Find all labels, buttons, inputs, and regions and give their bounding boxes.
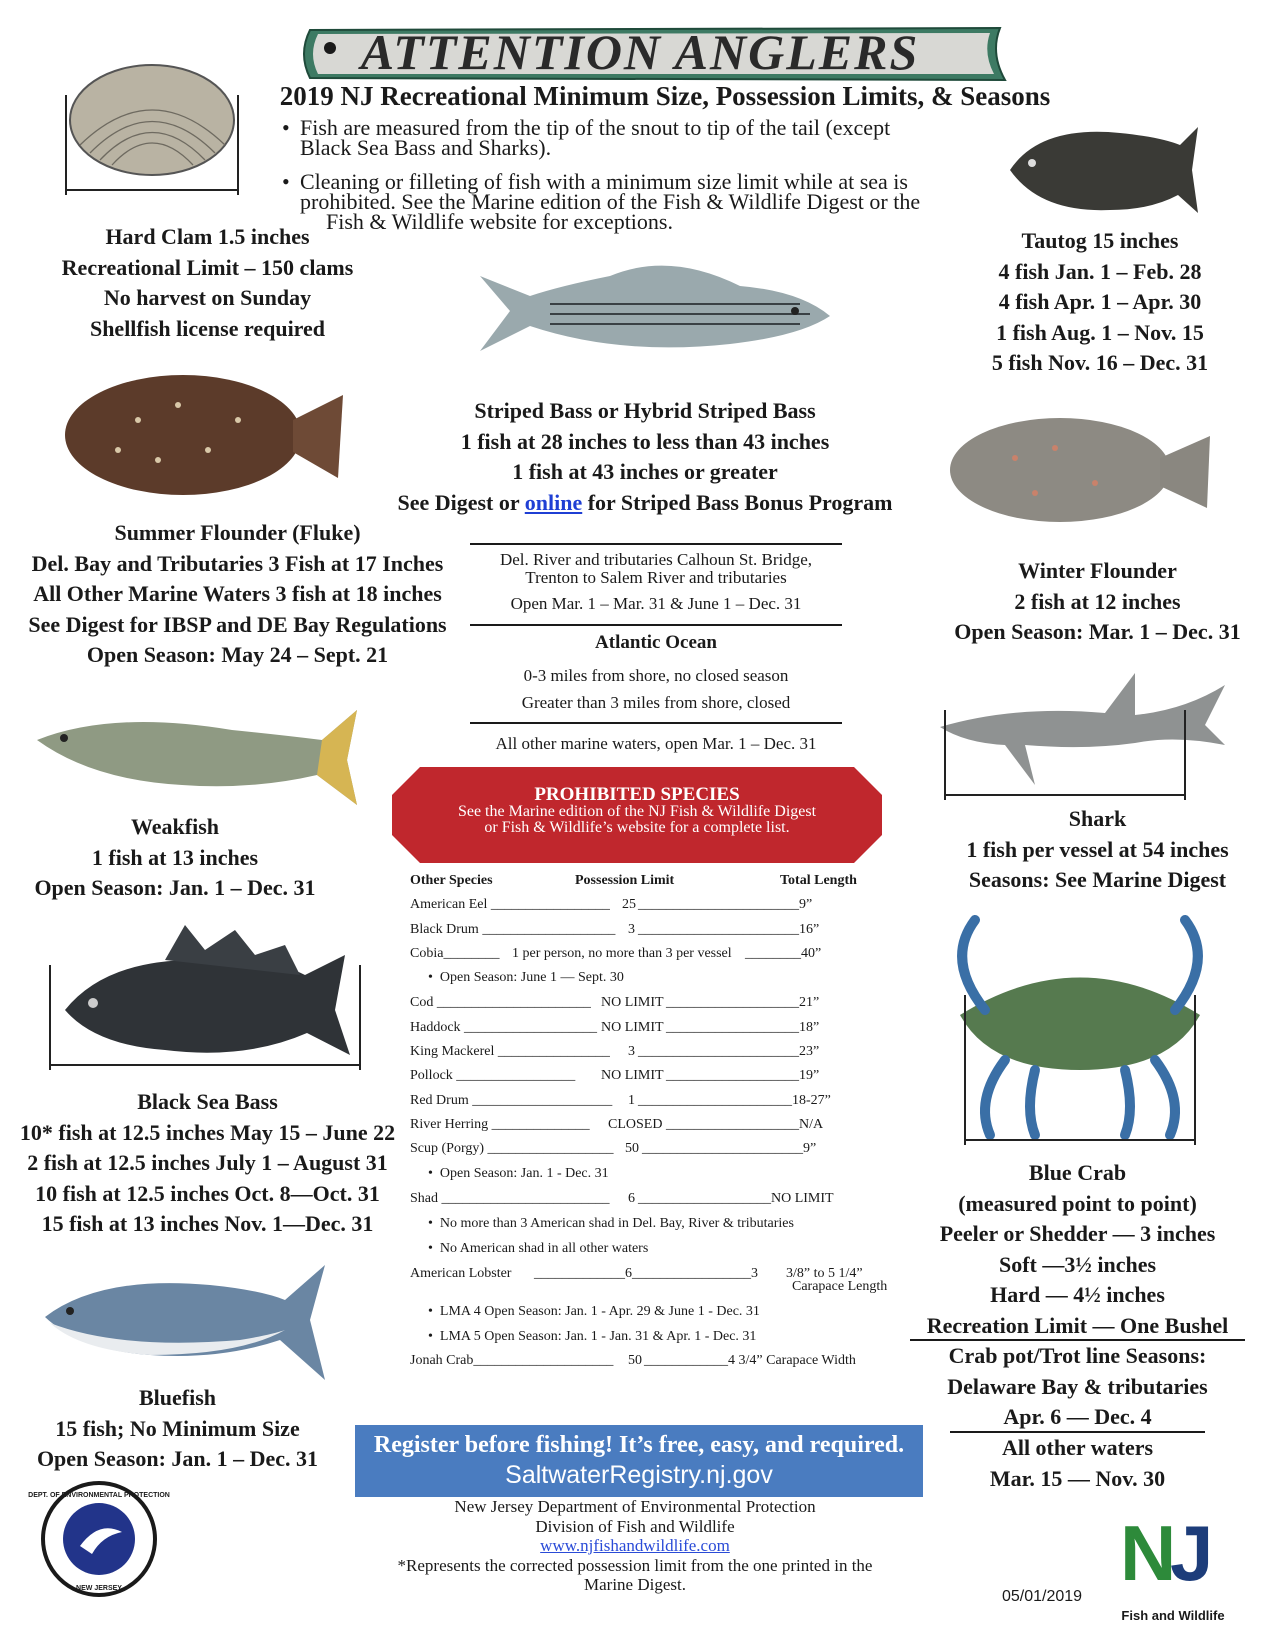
tautog-regs (965, 226, 1235, 379)
blue-crab-regs (915, 1158, 1240, 1341)
species-rule: Open Season: Mar. 1 – Dec. 31 (954, 619, 1241, 644)
bonus-prefix: See Digest or (397, 489, 525, 515)
species-rule: All Other Marine Waters 3 fish at 18 inches (33, 581, 442, 606)
season-line: Trenton to Salem River and tributaries (525, 568, 787, 587)
rule-line: prohibited. See the Marine edition of the Fish & Wildlife Digest or the (300, 189, 921, 214)
species-name: Blue Crab (1028, 1160, 1127, 1185)
species-name: Summer Flounder (Fluke) (114, 520, 361, 545)
table-row (410, 922, 910, 944)
black-sea-bass-illustration (45, 915, 365, 1080)
atlantic-title: Atlantic Ocean (595, 632, 717, 653)
svg-text:NEW JERSEY: NEW JERSEY (76, 1585, 122, 1592)
prohibited-title: PROHIBITED SPECIES (534, 784, 740, 805)
table-cell: Cobia________ (410, 946, 500, 961)
striped-bass-illustration (470, 236, 840, 386)
table-cell: King Mackerel ________________ (410, 1044, 610, 1059)
table-cell: ____________4 3/4” Carapace Width (644, 1353, 856, 1368)
species-rule: 2 fish at 12.5 inches July 1 – August 31 (27, 1150, 388, 1175)
crab-pot-seasons (915, 1341, 1240, 1433)
season-line: Del. River and tributaries Calhoun St. Bridge, (499, 550, 813, 569)
species-rule: 10 fish at 12.5 inches Oct. 8—Oct. 31 (35, 1180, 380, 1206)
species-rule: 15 fish at 13 inches Nov. 1—Dec. 31 (41, 1211, 374, 1236)
note-lma5: • LMA 5 Open Season: Jan. 1 - Jan. 31 & Apr. 1 - Dec. 31 (428, 1329, 757, 1344)
footer-note: Marine Digest. (584, 1575, 686, 1594)
winter-flounder-regs (935, 556, 1260, 648)
species-rule: Crab pot/Trot line Seasons: (948, 1343, 1207, 1368)
banner-title: ATTENTION ANGLERS (360, 24, 920, 80)
note-cobia: • Open Season: June 1 — Sept. 30 (428, 970, 624, 985)
table-header (410, 873, 910, 895)
species-rule: 4 fish Apr. 1 – Apr. 30 (998, 289, 1202, 314)
table-cell: River Herring ______________ (410, 1117, 590, 1132)
crab-other-waters (915, 1433, 1240, 1494)
atlantic-rules (450, 662, 862, 716)
table-cell: 50 (625, 1141, 639, 1156)
shark-illustration (935, 665, 1235, 800)
note-shad-2: • No American shad in all other waters (428, 1241, 649, 1256)
table-cell: _______________________16” (638, 922, 820, 937)
note-lma4: • LMA 4 Open Season: Jan. 1 - Apr. 29 & June 1 - Dec. 31 (428, 1304, 760, 1319)
table-cell: ________40” (745, 946, 822, 961)
rule-line: Cleaning or filleting of fish with a minimum size limit while at sea is (300, 169, 908, 194)
rule-cleaning: • Cleaning or filleting of fish with a minimum size limit while at sea is prohibited. See the Marine edition of the Fish & Wildlife Digest or the Fish & Wildlife website for exceptions. (300, 172, 990, 232)
species-rule: Open Season: Jan. 1 – Dec. 31 (36, 1446, 319, 1471)
svg-text:DEPT. OF ENVIRONMENTAL PROTECT: DEPT. OF ENVIRONMENTAL PROTECTION (28, 1492, 170, 1499)
table-cell: Carapace Length (792, 1279, 888, 1294)
table-row (410, 1353, 910, 1375)
species-rule: Seasons: See Marine Digest (968, 867, 1227, 892)
striped-bass-regs (395, 396, 895, 518)
species-rule: 10* fish at 12.5 inches May 15 – June 22 (19, 1119, 396, 1145)
table-cell: 3 (628, 922, 635, 937)
footer-line: Division of Fish and Wildlife (535, 1516, 735, 1536)
summer-flounder-regs (15, 518, 460, 671)
table-cell: _______________________9” (642, 1141, 817, 1156)
note-text: No American shad in all other waters (439, 1241, 649, 1256)
species-name: Bluefish (138, 1385, 217, 1410)
divider (470, 624, 842, 626)
table-cell: 25 (622, 897, 636, 912)
footer (340, 1497, 930, 1595)
lobster-carapace-note (410, 1279, 910, 1301)
table-row (410, 1093, 910, 1115)
table-cell: American Eel _________________ (410, 897, 610, 912)
column-header: Other Species (410, 873, 493, 888)
table-cell: Red Drum ____________________ (410, 1093, 613, 1108)
species-name: Tautog 15 inches (1021, 228, 1179, 253)
weakfish-illustration (32, 690, 362, 820)
other-waters-season: All other marine waters, open Mar. 1 – Dec. 31 (495, 734, 817, 753)
bluefish-regs (15, 1383, 340, 1475)
season-line: Greater than 3 miles from shore, closed (521, 693, 791, 712)
species-rule: 4 fish Jan. 1 – Feb. 28 (998, 258, 1202, 284)
bonus-suffix: for Striped Bass Bonus Program (582, 489, 893, 515)
table-cell: 1 (628, 1093, 635, 1108)
species-name: Winter Flounder (1018, 558, 1177, 583)
table-cell: 3/8” to 5 1/4” (786, 1266, 863, 1281)
del-river-season (450, 551, 862, 587)
species-rule: 15 fish; No Minimum Size (55, 1415, 300, 1441)
prohibited-species-text (400, 786, 874, 836)
species-name: Hard Clam 1.5 inches (105, 224, 310, 249)
blue-crab-illustration (935, 900, 1225, 1145)
table-row (410, 1044, 910, 1066)
tautog-illustration (1000, 115, 1200, 225)
note-text: LMA 5 Open Season: Jan. 1 - Jan. 31 & Apr. 1 - Dec. 31 (439, 1329, 757, 1344)
species-rule: Mar. 15 — Nov. 30 (989, 1465, 1166, 1491)
table-cell: ___________________N/A (666, 1117, 824, 1132)
table-cell: ___________________19” (666, 1068, 820, 1083)
species-rule: 2 fish at 12 inches (1014, 588, 1181, 614)
rule-line: Fish & Wildlife website for exceptions. (326, 209, 673, 234)
table-cell: American Lobster (410, 1266, 512, 1281)
hard-clam-illustration (60, 55, 245, 200)
species-rule: Soft —3½ inches (998, 1251, 1157, 1277)
species-rule: Delaware Bay & tributaries (947, 1373, 1208, 1399)
table-row (410, 1117, 910, 1139)
rule-measurement: • Fish are measured from the tip of the snout to tip of the tail (except Black Sea Bass and Sharks). (300, 118, 990, 158)
note-scup: • Open Season: Jan. 1 - Dec. 31 (428, 1166, 609, 1181)
prohibited-line: or Fish & Wildlife’s website for a complete list. (484, 819, 790, 836)
table-cell: _______________________9” (638, 897, 813, 912)
species-rule: No harvest on Sunday (103, 285, 312, 310)
table-cell: 3 (628, 1044, 635, 1059)
note-shad-1: • No more than 3 American shad in Del. Bay, River & tributaries (428, 1216, 794, 1231)
species-rule: 5 fish Nov. 16 – Dec. 31 (991, 350, 1209, 375)
species-rule: Recreational Limit – 150 clams (61, 254, 354, 280)
season-line: 0-3 miles from shore, no closed season (523, 666, 789, 685)
del-river-open: Open Mar. 1 – Mar. 31 & June 1 – Dec. 31 (510, 594, 802, 613)
column-header: Total Length (780, 873, 857, 888)
njfishandwildlife-link[interactable]: www.njfishandwildlife.com (540, 1536, 730, 1555)
table-cell: 1 per person, no more than 3 per vessel (512, 946, 732, 961)
table-cell: Cod ______________________ (410, 995, 591, 1010)
species-name: Shark (1068, 806, 1127, 831)
species-rule: Open Season: May 24 – Sept. 21 (86, 642, 389, 667)
species-rule: 1 fish Aug. 1 – Nov. 15 (996, 319, 1204, 345)
species-rule: Apr. 6 — Dec. 4 (1003, 1404, 1152, 1429)
footer-note: *Represents the corrected possession limit from the one printed in the (397, 1555, 873, 1575)
table-cell: Shad ________________________ (410, 1191, 610, 1206)
divider (470, 543, 842, 545)
table-row (410, 1020, 910, 1042)
table-cell: CLOSED (608, 1117, 663, 1132)
svg-text:Fish and Wildlife: Fish and Wildlife (1121, 1608, 1225, 1623)
hard-clam-regs (15, 222, 400, 344)
table-row (410, 1068, 910, 1090)
footer-line: New Jersey Department of Environmental Protection (454, 1497, 816, 1516)
table-cell: Scup (Porgy) __________________ (410, 1141, 614, 1156)
species-name: Black Sea Bass (137, 1089, 278, 1114)
register-message: Register before fishing! It’s free, easy, and required. (373, 1432, 905, 1458)
weakfish-regs (15, 812, 335, 904)
species-rule: Open Season: Jan. 1 – Dec. 31 (34, 875, 316, 900)
table-cell: _______________________23” (638, 1044, 820, 1059)
species-rule: See Digest for IBSP and DE Bay Regulations (28, 611, 447, 637)
table-cell: ___________________21” (666, 995, 820, 1010)
note-text: No more than 3 American shad in Del. Bay, River & tributaries (439, 1216, 794, 1231)
table-cell: _____________6_________________3 (534, 1266, 758, 1281)
table-row (410, 1191, 910, 1213)
table-cell: ___________________18” (666, 1020, 820, 1035)
species-rule: Recreation Limit — One Bushel (926, 1312, 1229, 1338)
svg-text:N: N (1120, 1509, 1177, 1597)
species-rule: 1 fish at 43 inches or greater (512, 459, 778, 484)
dep-seal-logo (28, 1480, 170, 1598)
shark-regs (935, 804, 1260, 896)
table-cell: NO LIMIT (601, 995, 664, 1010)
bluefish-illustration (40, 1255, 330, 1390)
bonus-program-line (395, 488, 895, 519)
registry-link[interactable]: SaltwaterRegistry.nj.gov (505, 1461, 773, 1489)
table-cell: 50 (628, 1353, 642, 1368)
prohibited-line: See the Marine edition of the NJ Fish & Wildlife Digest (457, 803, 817, 820)
table-cell: Jonah Crab____________________ (410, 1353, 614, 1368)
note-text: LMA 4 Open Season: Jan. 1 - Apr. 29 & June 1 - Dec. 31 (439, 1304, 760, 1319)
divider (470, 722, 842, 724)
nj-fish-wildlife-logo (1118, 1508, 1228, 1624)
table-row (410, 995, 910, 1017)
species-rule: 1 fish at 13 inches (91, 844, 259, 870)
table-cell: ______________________18-27” (638, 1093, 831, 1108)
rule-line: Black Sea Bass and Sharks). (300, 135, 552, 160)
species-rule: Del. Bay and Tributaries 3 Fish at 17 Inches (31, 550, 444, 576)
species-rule: 1 fish at 28 inches to less than 43 inches (460, 428, 830, 454)
table-cell: ___________________NO LIMIT (638, 1191, 834, 1206)
note-text: Open Season: June 1 — Sept. 30 (439, 970, 624, 985)
table-cell: NO LIMIT (601, 1068, 664, 1083)
species-rule: (measured point to point) (958, 1190, 1197, 1216)
species-name: Striped Bass or Hybrid Striped Bass (474, 398, 816, 423)
species-rule: 1 fish per vessel at 54 inches (966, 836, 1229, 862)
online-link[interactable]: online (524, 489, 583, 515)
note-text: Open Season: Jan. 1 - Dec. 31 (439, 1166, 609, 1181)
table-cell: Pollock _________________ (410, 1068, 576, 1083)
species-rule: All other waters (1001, 1435, 1154, 1460)
publish-date: 05/01/2019 (1002, 1588, 1083, 1605)
table-row (410, 1141, 910, 1163)
table-row (410, 897, 910, 919)
rule-line: Fish are measured from the tip of the snout to tip of the tail (except (300, 115, 891, 140)
species-rule: Shellfish license required (89, 315, 326, 341)
species-name: Weakfish (130, 814, 220, 839)
species-rule: Peeler or Shedder — 3 inches (939, 1221, 1216, 1246)
table-cell: Haddock ___________________ (410, 1020, 598, 1035)
winter-flounder-illustration (945, 408, 1215, 533)
svg-text:J: J (1170, 1509, 1214, 1597)
table-cell: Black Drum ___________________ (410, 922, 616, 937)
species-rule: Hard — 4½ inches (990, 1282, 1165, 1307)
column-header: Possession Limit (575, 873, 675, 888)
page-title: 2019 NJ Recreational Minimum Size, Possession Limits, & Seasons (279, 81, 1051, 111)
black-sea-bass-regs (15, 1087, 400, 1240)
table-cell: 6 (628, 1191, 635, 1206)
summer-flounder-illustration (58, 360, 348, 505)
table-row (410, 946, 910, 968)
table-cell: NO LIMIT (601, 1020, 664, 1035)
